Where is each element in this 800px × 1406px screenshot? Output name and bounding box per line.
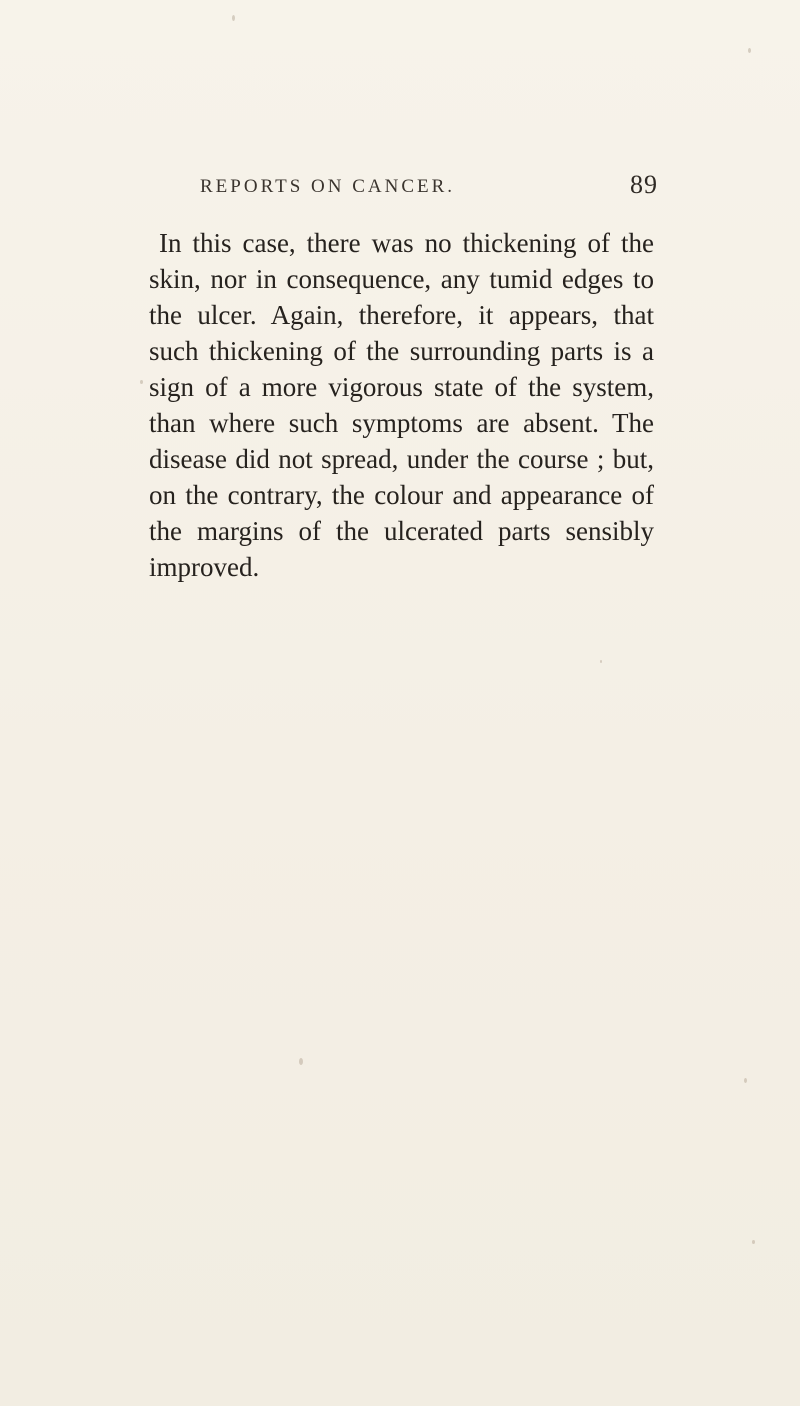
paper-speck [232,15,235,21]
text-line: skin, nor in consequence, any tumid edges to [149,264,654,294]
page-number: 89 [630,170,658,199]
text-line: improved. [149,552,260,582]
text-line: on the contrary, the colour and appearance of [149,480,654,510]
paper-speck [752,1240,755,1244]
paper-speck [744,1078,747,1083]
running-title: REPORTS ON CANCER. [200,176,456,197]
text-line: the ulcer. Again, therefore, it appears, that [149,300,654,330]
body-paragraph [149,225,654,585]
text-line: than where such symptoms are absent. The [149,408,654,438]
text-line: the margins of the ulcerated parts sensibly [149,516,654,546]
text-line: sign of a more vigorous state of the system, [149,372,654,402]
paper-speck [299,1058,303,1065]
running-header [200,170,658,206]
text-line: In this case, there was no thickening of the [159,228,654,258]
text-line: disease did not spread, under the course ; but, [149,444,654,474]
text-line: such thickening of the surrounding parts is a [149,336,654,366]
paper-speck [748,48,751,53]
paper-speck [140,380,143,384]
paper-speck [600,660,602,663]
